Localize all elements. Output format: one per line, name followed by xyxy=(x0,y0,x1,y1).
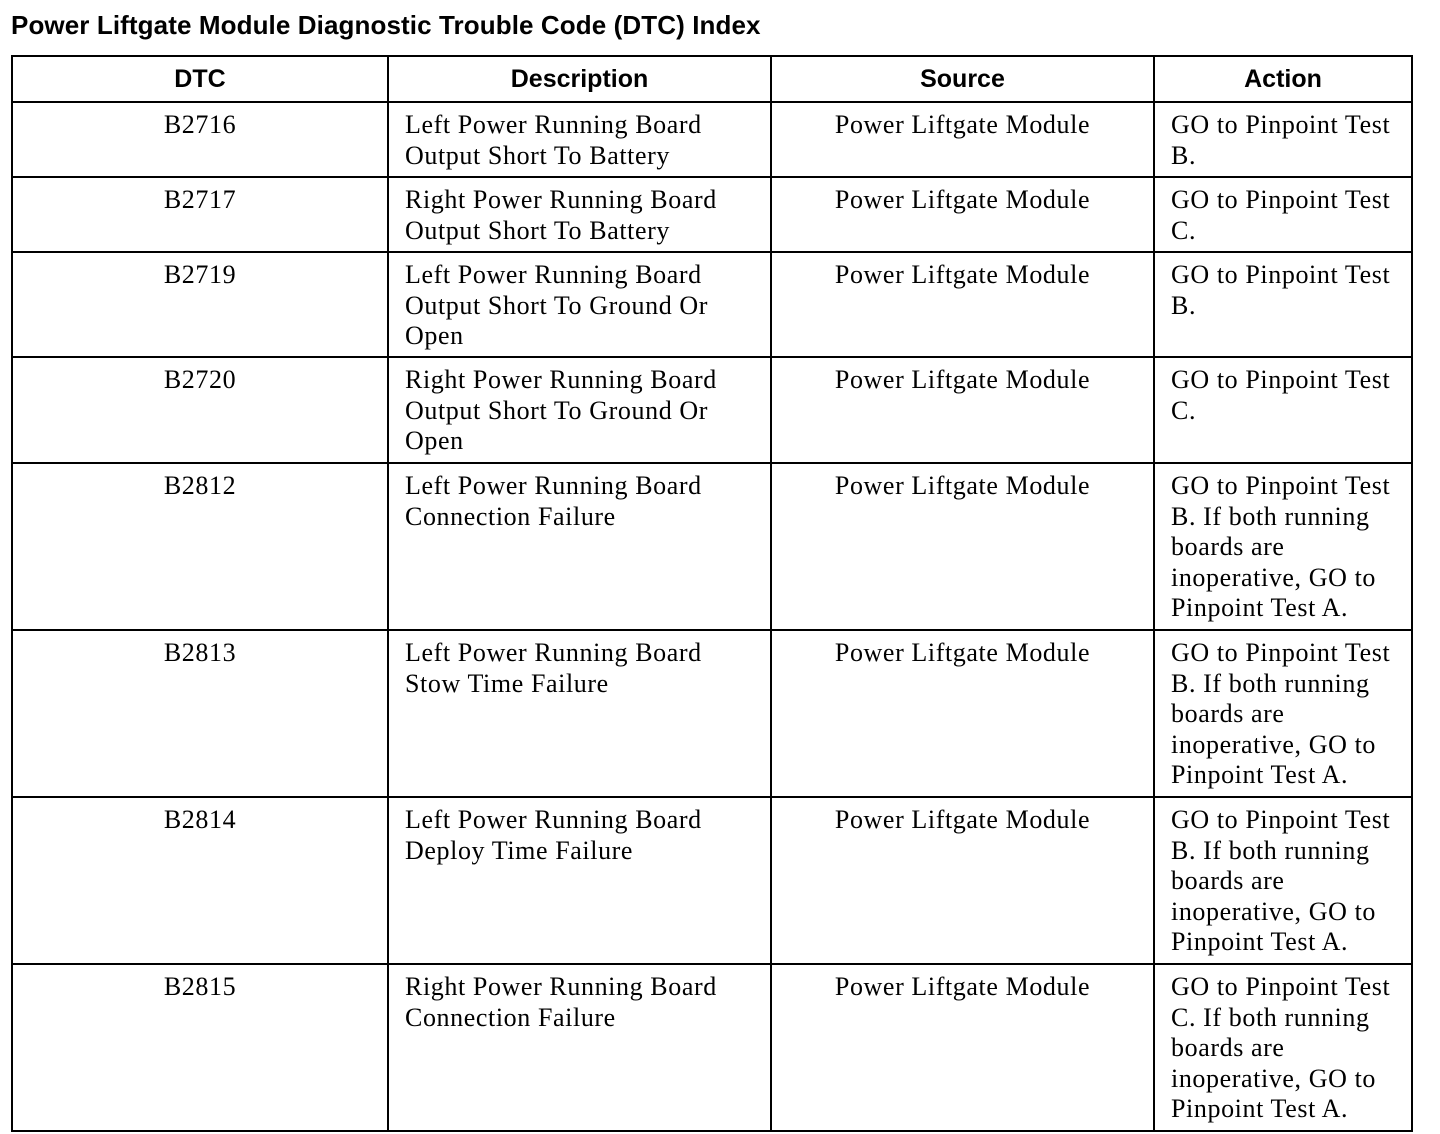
column-header-action: Action xyxy=(1154,56,1412,102)
source-cell: Power Liftgate Module xyxy=(771,964,1154,1131)
dtc-code-cell: B2815 xyxy=(12,964,388,1131)
action-cell: GO to Pinpoint Test B. If both running boards are inoperative, GO to Pinpoint Test A. xyxy=(1154,463,1412,630)
table-row xyxy=(12,964,1412,1131)
dtc-code-cell: B2812 xyxy=(12,463,388,630)
table-row xyxy=(12,252,1412,357)
table-row xyxy=(12,357,1412,463)
action-cell: GO to Pinpoint Test B. If both running boards are inoperative, GO to Pinpoint Test A. xyxy=(1154,797,1412,964)
document-title: Power Liftgate Module Diagnostic Trouble Code (DTC) Index xyxy=(11,10,761,40)
table-row xyxy=(12,797,1412,964)
description-cell: Left Power Running Board Output Short To Battery xyxy=(388,102,771,177)
source-cell: Power Liftgate Module xyxy=(771,252,1154,357)
header-row xyxy=(12,56,1412,102)
description-cell: Right Power Running Board Output Short To Ground Or Open xyxy=(388,357,771,463)
table-header xyxy=(12,56,1412,102)
dtc-code-cell: B2720 xyxy=(12,357,388,463)
column-header-source: Source xyxy=(771,56,1154,102)
action-cell: GO to Pinpoint Test B. xyxy=(1154,252,1412,357)
source-cell: Power Liftgate Module xyxy=(771,463,1154,630)
action-cell: GO to Pinpoint Test C. If both running boards are inoperative, GO to Pinpoint Test A. xyxy=(1154,964,1412,1131)
source-cell: Power Liftgate Module xyxy=(771,357,1154,463)
source-cell: Power Liftgate Module xyxy=(771,630,1154,797)
description-cell: Left Power Running Board Output Short To Ground Or Open xyxy=(388,252,771,357)
column-header-description: Description xyxy=(388,56,771,102)
action-cell: GO to Pinpoint Test C. xyxy=(1154,357,1412,463)
dtc-code-cell: B2814 xyxy=(12,797,388,964)
description-cell: Right Power Running Board Connection Failure xyxy=(388,964,771,1131)
table-row xyxy=(12,463,1412,630)
description-cell: Left Power Running Board Connection Failure xyxy=(388,463,771,630)
table-row xyxy=(12,177,1412,252)
source-cell: Power Liftgate Module xyxy=(771,797,1154,964)
dtc-code-cell: B2716 xyxy=(12,102,388,177)
table-body xyxy=(12,102,1412,1131)
source-cell: Power Liftgate Module xyxy=(771,102,1154,177)
dtc-code-cell: B2719 xyxy=(12,252,388,357)
description-cell: Right Power Running Board Output Short To Battery xyxy=(388,177,771,252)
table-row xyxy=(12,102,1412,177)
column-header-dtc: DTC xyxy=(12,56,388,102)
dtc-code-cell: B2813 xyxy=(12,630,388,797)
action-cell: GO to Pinpoint Test B. If both running boards are inoperative, GO to Pinpoint Test A. xyxy=(1154,630,1412,797)
source-cell: Power Liftgate Module xyxy=(771,177,1154,252)
action-cell: GO to Pinpoint Test C. xyxy=(1154,177,1412,252)
table-row xyxy=(12,630,1412,797)
action-cell: GO to Pinpoint Test B. xyxy=(1154,102,1412,177)
dtc-code-cell: B2717 xyxy=(12,177,388,252)
description-cell: Left Power Running Board Deploy Time Failure xyxy=(388,797,771,964)
description-cell: Left Power Running Board Stow Time Failure xyxy=(388,630,771,797)
dtc-index-table xyxy=(11,55,1413,1132)
